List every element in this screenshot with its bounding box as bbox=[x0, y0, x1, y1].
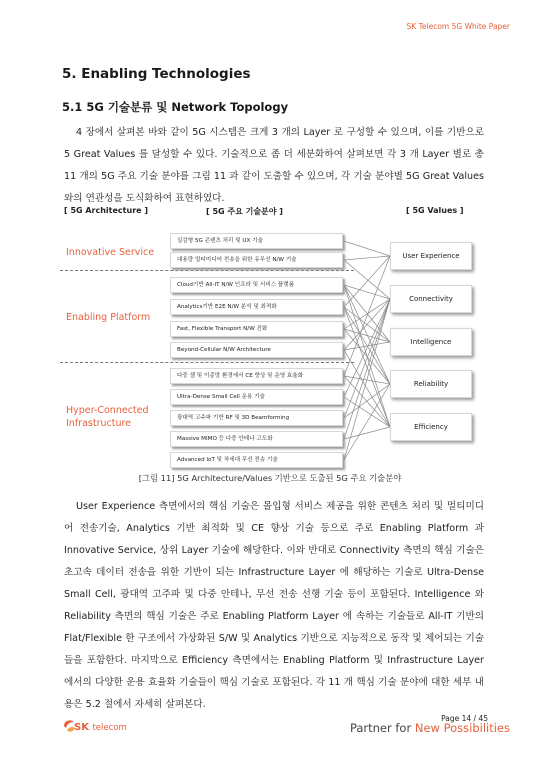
body-paragraph: User Experience 측면에서의 핵심 기술은 몰입형 서비스 제공을 위한 콘텐츠 처리 및 멀티미디어 전송기술, Analytics 기반 최적화 및 CE 향상 기술 등으로 주로 Enabling Platform 과 Innovative Service, 상위 Layer 기술에 해당한다. 이와 반대로 Connectivity 측면의 핵심 기술은 초고속 데이터 전송을 위한 기반이 되는 Infrastructure Layer 에 해당하는 기술로 Ultra-Dense Small Cell, 광대역 고주파 및 다중 안테나, 무선 전송 선행 기술 등이 포함된다. Intelligence 와 Reliability 측면의 핵심 기술은 주로 Enabling Platform Layer 에 속하는 기술들로 All-IT 기반의 Flat/Flexible 한 구조에서 가상화된 S/W 및 Analytics 기반으로 지능적으로 동작 및 제어되는 기술들을 포함한다. 마지막으로 Efficiency 측면에서는 Enabling Platform 및 Infrastructure Layer 에서의 다양한 운용 효율화 기술들이 핵심 기술로 포함된다. 각 11 개 핵심 기술 분야에 대한 세부 내용은 5.2 절에서 자세히 살펴본다. bbox=[64, 501, 484, 710]
figure-caption: [그림 11] 5G Architecture/Values 기반으로 도출된 5G 주요 기술분야 bbox=[138, 473, 402, 483]
connection-line bbox=[344, 384, 390, 460]
connection-line bbox=[344, 285, 390, 299]
architecture-diagram bbox=[60, 206, 486, 468]
tech-box: Cloud기반 All-IT N/W 인프라 및 서비스 플랫폼 bbox=[170, 277, 343, 293]
tech-box: Ultra-Dense Small Cell 운용 기술 bbox=[170, 389, 343, 405]
layer-label-innovative-service: Innovative Service bbox=[66, 247, 155, 258]
diagram-head-values: [ 5G Values ] bbox=[406, 206, 464, 215]
value-box-user-experience: User Experience bbox=[390, 242, 472, 270]
tech-box: Beyond-Cellular N/W Architecture bbox=[170, 342, 343, 358]
layer-label-enabling-platform: Enabling Platform bbox=[66, 312, 151, 323]
value-box-connectivity: Connectivity bbox=[390, 285, 472, 313]
tech-box: 다중 셀 및 이종망 환경에서 CE 향상 및 운영 효율화 bbox=[170, 368, 343, 384]
connection-line bbox=[344, 307, 390, 384]
value-box-intelligence: Intelligence bbox=[390, 328, 472, 356]
connection-line bbox=[344, 256, 390, 307]
logo-sk: SK bbox=[74, 722, 89, 733]
tagline-prefix: Partner for bbox=[349, 721, 415, 735]
tech-box: 대용량 멀티미디어 전송을 위한 유무선 N/W 기술 bbox=[170, 252, 343, 268]
tech-box: Analytics기반 E2E N/W 분석 및 최적화 bbox=[170, 299, 343, 315]
subsection-title: 5.1 5G 기술분류 및 Network Topology bbox=[62, 100, 289, 114]
logo-telecom: telecom bbox=[92, 723, 127, 733]
tech-box: Massive MIMO 등 다중 안테나 고도화 bbox=[170, 431, 343, 447]
connection-line bbox=[344, 299, 390, 460]
tech-box: 실감형 5G 콘텐츠 처리 및 UX 기술 bbox=[170, 233, 343, 249]
diagram-head-technologies: [ 5G 주요 기술분야 ] bbox=[206, 207, 283, 216]
intro-paragraph: 4 장에서 살펴본 바와 같이 5G 시스템은 크게 3 개의 Layer 로 구성할 수 있으며, 이를 기반으로 5 Great Values 를 달성할 수 있다. 기술적으로 좀 더 세분화하여 살펴보면 각 3 개 Layer 별로 총 11 개의 5G 주요 기술 분야를 그림 11 과 같이 도출할 수 있으며, 각 기술 분야별 5G Great Values 와의 연관성을 도식화하여 표현하였다. bbox=[64, 127, 484, 204]
tech-box: Advanced IoT 및 차세대 무선 전송 기술 bbox=[170, 452, 343, 468]
header-title: SK Telecom 5G White Paper bbox=[406, 22, 510, 31]
layer-divider bbox=[60, 362, 354, 363]
section-title: 5. Enabling Technologies bbox=[62, 66, 251, 82]
connection-line bbox=[344, 329, 390, 384]
value-box-efficiency: Efficiency bbox=[390, 413, 472, 441]
footer-tagline bbox=[350, 721, 510, 735]
connection-line bbox=[344, 427, 390, 439]
layer-label-hyper-connected-infrastructure: Hyper-Connected Infrastructure bbox=[66, 405, 149, 429]
tech-box: Fast, Flexible Transport N/W 진화 bbox=[170, 321, 343, 337]
connection-line bbox=[344, 241, 390, 256]
connection-line bbox=[344, 329, 390, 342]
tagline-highlight: New Possibilities bbox=[414, 721, 510, 735]
tech-box: 광대역 고주파 기반 RF 및 3D Beamforming bbox=[170, 410, 343, 426]
diagram-head-architecture: [ 5G Architecture ] bbox=[64, 206, 148, 215]
connection-line bbox=[344, 256, 390, 260]
value-box-reliability: Reliability bbox=[390, 370, 472, 398]
page-number: Page 14 / 45 bbox=[441, 714, 488, 723]
layer-divider bbox=[60, 270, 354, 271]
